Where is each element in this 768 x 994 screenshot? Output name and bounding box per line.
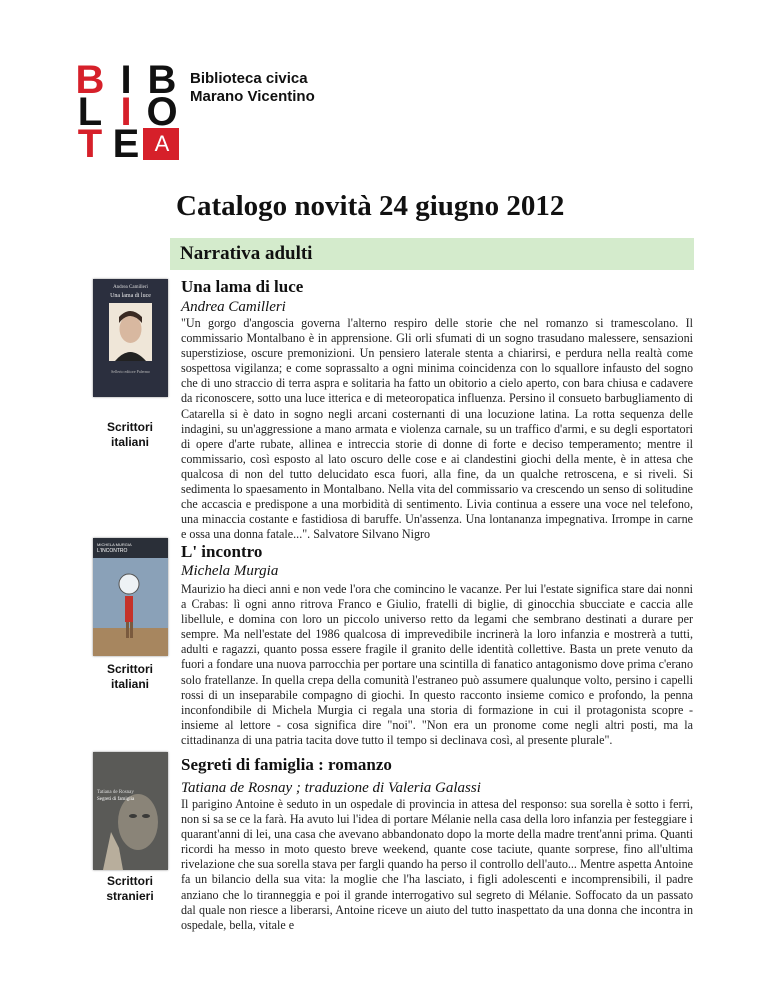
cover-title: Segreti di famiglia [97, 797, 135, 802]
library-logo [71, 64, 179, 160]
logo-letter: I [120, 64, 130, 96]
logo-letter: B [147, 64, 175, 96]
logo-letter: T [77, 128, 101, 160]
logo-letter: B [75, 64, 103, 96]
cover-publisher: Sellerio editore Palermo [111, 369, 150, 374]
cover-portrait-image [93, 303, 168, 363]
logo-letter: L [77, 96, 101, 128]
book-description: Il parigino Antoine è seduto in un ospedale di provincia in attesa del responso: sua sorella è sotto i ferri, non si sa se ce la farà. Ha avuto lui l'idea di portare Mélanie nella casa della loro infanzia per festeggiare i quarant'anni di lei, una casa che avevano abbandonato dopo la morte della madre trent'anni prima. Quanti ricordi ha messo in moto questo breve weekend, quante cose taciute, quante sorprese, fino all'ultima rivelazione che sua sorella stava per fargli quando ha perso il controllo dell'auto... Mentre aspetta Antoine fa un bilancio della sua vita: la moglie che l'ha lasciato, i figli adolescenti e incomprensibili, il padre anziano che lo tiranneggia e poi il grande interrogativo sul segreto di Mélanie. Soffocato da un passato dal quale non riesce a liberarsi, Antoine riceve un aiuto del tutto inaspettato da una donna che incontra in ospedale, bella, vitale e [181, 797, 693, 932]
catalog-title: Catalogo novità 24 giugno 2012 [176, 190, 565, 222]
cover-photo-image [93, 538, 168, 656]
section-header: Narrativa adulti [170, 238, 694, 270]
book-category: Scrittori italiani [106, 662, 153, 691]
logo-letter: A [143, 128, 179, 160]
cover-author: MICHELA MURGIA [97, 542, 132, 547]
logo-letter: I [120, 96, 130, 128]
book-title: L' incontro [181, 542, 263, 561]
cover-author: Tatiana de Rosnay [97, 790, 134, 795]
logo-letter: E [112, 128, 138, 160]
cover-title: L'INCONTRO [97, 548, 128, 554]
book-cover [93, 279, 168, 397]
book-cover [93, 752, 168, 870]
book-author: Michela Murgia [181, 563, 279, 579]
library-name-line2: Marano Vicentino [190, 88, 315, 105]
book-author: Andrea Camilleri [181, 299, 286, 315]
book-description: Maurizio ha dieci anni e non vede l'ora che comincino le vacanze. Per lui l'estate significa stare dai nonni a Crabas: lì ogni anno ritrova Franco e Giulio, fratelli di biglie, di ginocchia sbucciate e caccia alle libellule, e domina con loro un piccolo universo retto da legami che sembrano destinati a durare per sempre. Ma nell'estate del 1986 qualcosa di imprevedibile incrinerà la loro infanzia e mostrerà a tutti, adulti e ragazzi, quanto possa essere fragile il granito delle identità collettive. Basta un prete venuto da fuori a fondare una nuova parrocchia per portare una scintilla di fanatico antagonismo dove prima c'erano solo fratellanze. In quella crepa della comunità l'estraneo può assumere qualunque volto, persino i capelli rossi di un inseparabile compagno di giochi. In questo racconto insieme comico e profondo, la penna inconfondibile di Michela Murgia ci regala una storia di formazione in cui il protagonista scopre - insieme al lettore - cosa significa dire "noi". "Non era un pronome come negli altri posti, ma la cittadinanza di una patria tacita dove tutto il tempo si declinava così, al presente plurale". [181, 582, 693, 747]
cover-author: Andrea Camilleri [113, 285, 148, 290]
book-author: Tatiana de Rosnay ; traduzione di Valeria Galassi [181, 780, 481, 796]
logo-letter: O [146, 96, 176, 128]
cover-title: Una lama di luce [110, 293, 151, 299]
book-cover [93, 538, 168, 656]
book-description: "Un gorgo d'angoscia governa l'alterno respiro delle storie che nel romanzo si tramescolano. Il commissario Montalbano è in apprensione. Gli orli sfumati di un sogno trasudano malessere, sensazioni superstiziose, oscure premonizioni. Un pensiero laterale stenta a chiarirsi, e perdura nella realtà come sospettosa vigilanza; e come soprassalto a ogni minima coincidenza con lo squallore infausto del sogno che di uno straccio di terra aspra e solitaria ha fatto un obitorio a cielo aperto, con bara chiusa e cadavere da riconoscere, sotto una luce itterica e di meteoropatica influenza. Persino il consueto barbugliamento di Catarella si è dato in sogno negli arcani costernanti di una locuzione latina. La rotta sequenza delle indagini, su un'aggressione a mano armata e violenza carnale, su un traffico d'armi, e su degli esportatori di opere d'arte rubate, allinea e intreccia storie di donne di forte e deciso temperamento; mentre il commissario, così esposto al lato oscuro delle cose e ai clandestini giochi della mente, è in attesa che qualcosa di non del tutto delucidato esca fuori, alla fine, da un qualche retroscena, e si riveli. Si sedimenta lo spaesamento in Montalbano. Nella vita del commissario va crescendo un senso di solitudine che accascia e predispone a una morbidità di sentimento. Livia continua a essere una voce nel telefono, una minaccia costante e fastidiosa di baruffe. Un'assenza. Una lontananza impegnativa. Irrompe in carne e ossa una donna fatale...". Salvatore Silvano Nigro [181, 316, 693, 542]
book-category: Scrittori italiani [106, 420, 153, 449]
cover-photo-image [93, 752, 168, 870]
book-category: Scrittori stranieri [106, 874, 154, 903]
library-name [190, 70, 315, 106]
book-title: Una lama di luce [181, 277, 304, 296]
library-name-line1: Biblioteca civica [190, 70, 308, 87]
book-title: Segreti di famiglia : romanzo [181, 755, 392, 774]
